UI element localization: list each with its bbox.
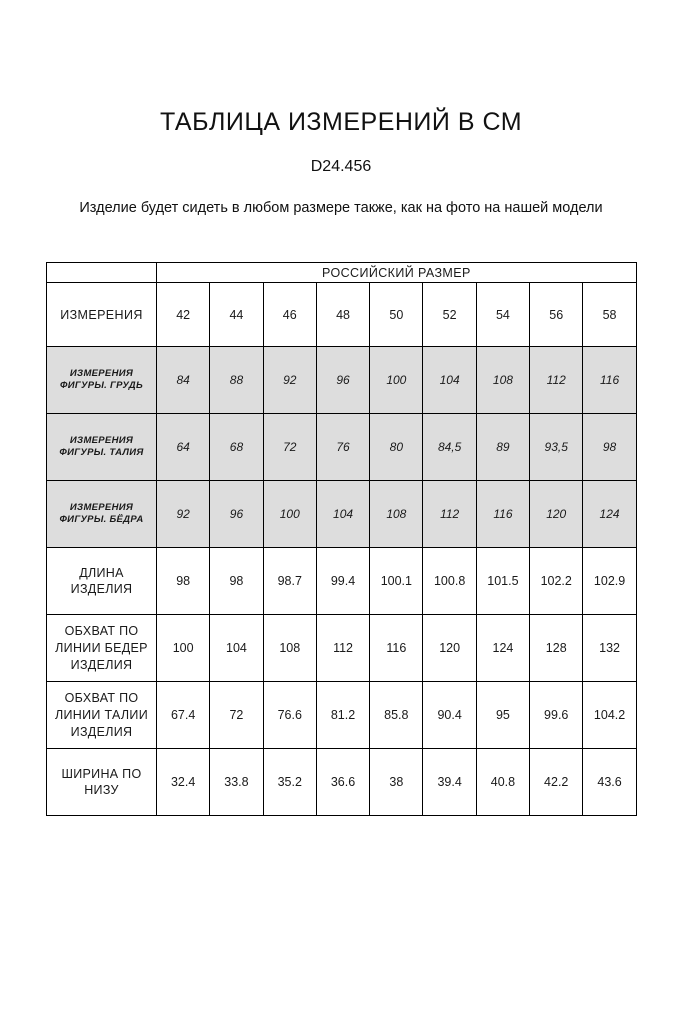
cell-length-58: 102.9	[583, 548, 636, 615]
fit-note: Изделие будет сидеть в любом размере также, как на фото на нашей модели	[79, 200, 603, 216]
cell-waist-54: 89	[476, 414, 529, 481]
table-row	[47, 347, 637, 414]
cell-length-48: 99.4	[316, 548, 369, 615]
table-row	[47, 615, 637, 682]
cell-bottom-width-52: 39.4	[423, 749, 476, 816]
cell-waist-48: 76	[316, 414, 369, 481]
cell-hips-48: 104	[316, 481, 369, 548]
cell-length-44: 98	[210, 548, 263, 615]
cell-product-hips-42: 100	[157, 615, 210, 682]
cell-bottom-width-58: 43.6	[583, 749, 636, 816]
cell-bottom-width-42: 32.4	[157, 749, 210, 816]
cell-bust-56: 112	[530, 347, 583, 414]
cell-bust-42: 84	[157, 347, 210, 414]
cell-length-46: 98.7	[263, 548, 316, 615]
table-body	[47, 347, 637, 816]
cell-product-waist-52: 90.4	[423, 682, 476, 749]
cell-hips-44: 96	[210, 481, 263, 548]
cell-waist-58: 98	[583, 414, 636, 481]
cell-waist-52: 84,5	[423, 414, 476, 481]
cell-waist-42: 64	[157, 414, 210, 481]
table-head	[47, 263, 637, 347]
size-measurements-table	[46, 262, 637, 816]
cell-bust-44: 88	[210, 347, 263, 414]
cell-product-hips-52: 120	[423, 615, 476, 682]
empty-corner-cell	[47, 263, 157, 283]
cell-product-waist-54: 95	[476, 682, 529, 749]
size-header-50: 50	[370, 283, 423, 347]
size-header-48: 48	[316, 283, 369, 347]
cell-length-52: 100.8	[423, 548, 476, 615]
cell-bottom-width-56: 42.2	[530, 749, 583, 816]
cell-product-waist-42: 67.4	[157, 682, 210, 749]
cell-product-waist-48: 81.2	[316, 682, 369, 749]
row-label-product-length: ДЛИНА ИЗДЕЛИЯ	[47, 548, 157, 615]
cell-length-56: 102.2	[530, 548, 583, 615]
cell-hips-56: 120	[530, 481, 583, 548]
cell-product-hips-54: 124	[476, 615, 529, 682]
measurements-column-header: ИЗМЕРЕНИЯ	[47, 283, 157, 347]
size-header-58: 58	[583, 283, 636, 347]
cell-product-hips-50: 116	[370, 615, 423, 682]
cell-waist-50: 80	[370, 414, 423, 481]
cell-bust-58: 116	[583, 347, 636, 414]
table-row	[47, 481, 637, 548]
cell-product-waist-56: 99.6	[530, 682, 583, 749]
cell-waist-56: 93,5	[530, 414, 583, 481]
cell-bust-48: 96	[316, 347, 369, 414]
size-header-42: 42	[157, 283, 210, 347]
cell-bottom-width-54: 40.8	[476, 749, 529, 816]
cell-waist-46: 72	[263, 414, 316, 481]
cell-bust-54: 108	[476, 347, 529, 414]
cell-bottom-width-50: 38	[370, 749, 423, 816]
size-header-56: 56	[530, 283, 583, 347]
row-label-product-hips: ОБХВАТ ПО ЛИНИИ БЕДЕР ИЗДЕЛИЯ	[47, 615, 157, 682]
cell-length-50: 100.1	[370, 548, 423, 615]
cell-bust-50: 100	[370, 347, 423, 414]
cell-product-waist-58: 104.2	[583, 682, 636, 749]
cell-product-hips-58: 132	[583, 615, 636, 682]
article-code: D24.456	[310, 158, 372, 175]
cell-hips-46: 100	[263, 481, 316, 548]
row-label-bottom-width: ШИРИНА ПО НИЗУ	[47, 749, 157, 816]
row-label-bust: ИЗМЕРЕНИЯ ФИГУРЫ. ГРУДЬ	[47, 347, 157, 414]
table-size-header-row	[47, 283, 637, 347]
table-group-header-row	[47, 263, 637, 283]
cell-product-waist-46: 76.6	[263, 682, 316, 749]
cell-product-hips-48: 112	[316, 615, 369, 682]
russian-size-group-header: РОССИЙСКИЙ РАЗМЕР	[157, 263, 637, 283]
size-header-44: 44	[210, 283, 263, 347]
cell-product-hips-44: 104	[210, 615, 263, 682]
cell-bottom-width-44: 33.8	[210, 749, 263, 816]
size-header-54: 54	[476, 283, 529, 347]
page-title: ТАБЛИЦА ИЗМЕРЕНИЙ В СМ	[159, 108, 523, 136]
size-header-46: 46	[263, 283, 316, 347]
cell-bottom-width-46: 35.2	[263, 749, 316, 816]
cell-bottom-width-48: 36.6	[316, 749, 369, 816]
row-label-product-waist: ОБХВАТ ПО ЛИНИИ ТАЛИИ ИЗДЕЛИЯ	[47, 682, 157, 749]
row-label-hips: ИЗМЕРЕНИЯ ФИГУРЫ. БЁДРА	[47, 481, 157, 548]
cell-hips-54: 116	[476, 481, 529, 548]
cell-hips-58: 124	[583, 481, 636, 548]
table-row	[47, 682, 637, 749]
table-row	[47, 548, 637, 615]
cell-product-hips-46: 108	[263, 615, 316, 682]
cell-length-54: 101.5	[476, 548, 529, 615]
cell-product-waist-50: 85.8	[370, 682, 423, 749]
size-header-52: 52	[423, 283, 476, 347]
cell-product-hips-56: 128	[530, 615, 583, 682]
cell-hips-50: 108	[370, 481, 423, 548]
cell-bust-46: 92	[263, 347, 316, 414]
row-label-waist: ИЗМЕРЕНИЯ ФИГУРЫ. ТАЛИЯ	[47, 414, 157, 481]
cell-hips-42: 92	[157, 481, 210, 548]
cell-waist-44: 68	[210, 414, 263, 481]
cell-hips-52: 112	[423, 481, 476, 548]
cell-product-waist-44: 72	[210, 682, 263, 749]
cell-length-42: 98	[157, 548, 210, 615]
cell-bust-52: 104	[423, 347, 476, 414]
table-row	[47, 414, 637, 481]
table-row	[47, 749, 637, 816]
